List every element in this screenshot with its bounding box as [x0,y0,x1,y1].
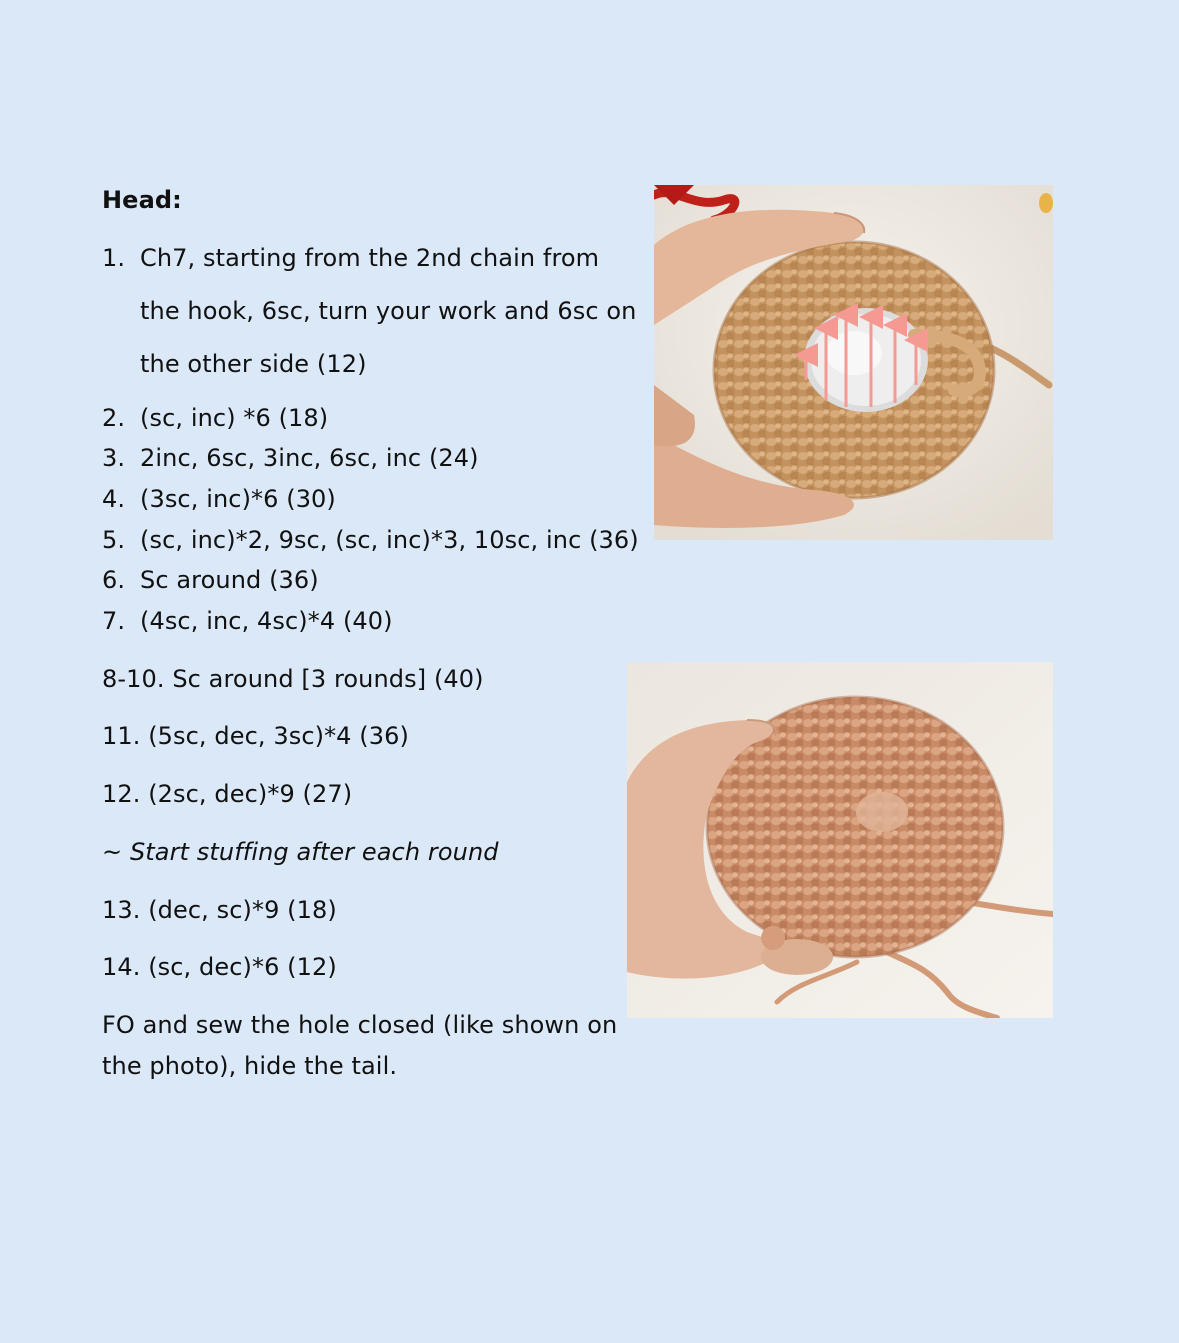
round-text: (sc, inc) *6 (18) [140,404,329,432]
round-number: 1. [102,244,126,272]
round-text: (3sc, inc)*6 (30) [140,485,336,513]
section-heading: Head: [102,186,182,214]
round-7 [102,606,393,636]
round-5 [102,525,639,555]
finish-line-2: the photo), hide the tail. [102,1052,398,1080]
round-13: 13. (dec, sc)*9 (18) [102,896,337,924]
round-1-line-3: the other side (12) [140,350,367,378]
photo-head-closed [627,662,1053,1018]
round-14: 14. (sc, dec)*6 (12) [102,953,337,981]
finish-line-1: FO and sew the hole closed (like shown on [102,1011,618,1039]
round-number: 2. [102,404,126,432]
round-text: (4sc, inc, 4sc)*4 (40) [140,607,393,635]
round-11: 11. (5sc, dec, 3sc)*4 (36) [102,722,409,750]
round-number: 4. [102,485,126,513]
round-6 [102,565,319,595]
round-2 [102,403,328,433]
round-text: 2inc, 6sc, 3inc, 6sc, inc (24) [140,444,479,472]
round-4 [102,484,336,514]
round-8-10: 8-10. Sc around [3 rounds] (40) [102,665,484,693]
round-text: Ch7, starting from the 2nd chain from [140,244,600,272]
round-text: (sc, inc)*2, 9sc, (sc, inc)*3, 10sc, inc (36) [140,526,639,554]
round-1-line-1 [102,243,599,273]
round-number: 7. [102,607,126,635]
round-text: Sc around (36) [140,566,319,594]
round-number: 3. [102,444,126,472]
round-3 [102,443,479,473]
round-12: 12. (2sc, dec)*9 (27) [102,780,353,808]
round-1-line-2: the hook, 6sc, turn your work and 6sc on [140,297,637,325]
stuffing-note: ~ Start stuffing after each round [102,838,499,866]
round-number: 6. [102,566,126,594]
round-number: 5. [102,526,126,554]
photo-head-open [654,185,1053,540]
